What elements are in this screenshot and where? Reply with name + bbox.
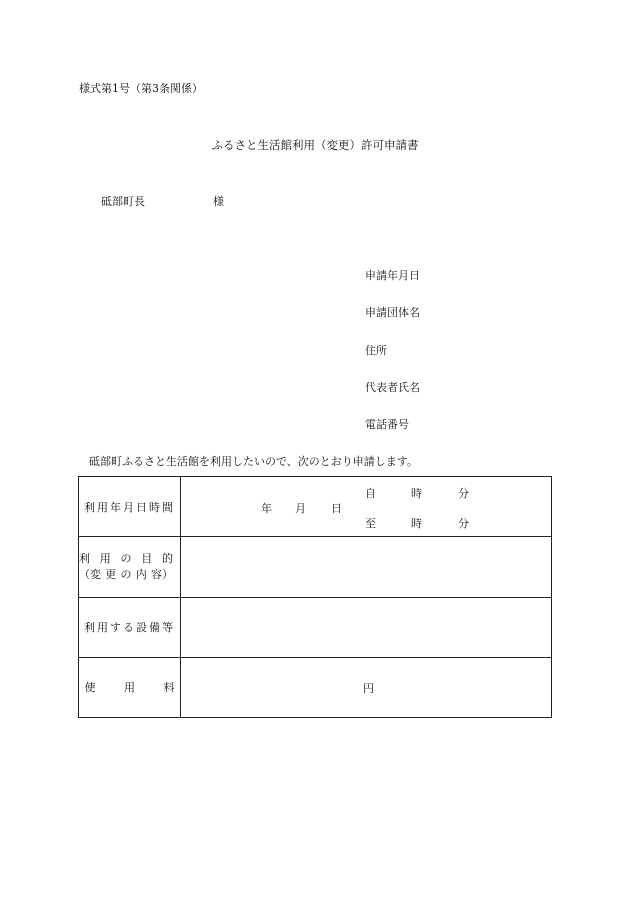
year-label: 年 bbox=[261, 502, 272, 515]
change-char: 内 bbox=[135, 567, 147, 581]
fee-label bbox=[85, 679, 175, 695]
addressee-name: 砥部町長 bbox=[101, 195, 145, 208]
from-minute-label: 分 bbox=[458, 487, 469, 500]
purpose-value-cell[interactable] bbox=[181, 537, 552, 597]
fee-row bbox=[79, 657, 552, 717]
document-title: ふるさと生活館利用（変更）許可申請書 bbox=[211, 138, 419, 152]
datetime-row bbox=[79, 477, 552, 537]
to-hour-label: 時 bbox=[411, 517, 422, 530]
change-char: 容） bbox=[151, 567, 173, 581]
to-minute-label: 分 bbox=[458, 517, 469, 530]
change-char: 更 bbox=[105, 567, 117, 581]
form-number: 様式第1号（第3条関係） bbox=[79, 82, 203, 95]
equipment-label: 利用する設備等 bbox=[84, 621, 175, 635]
day-label: 日 bbox=[331, 502, 342, 515]
purpose-label bbox=[79, 551, 173, 567]
purpose-char: 的 bbox=[162, 551, 173, 565]
datetime-label: 利用年月日時間 bbox=[84, 500, 175, 514]
equipment-value-cell[interactable] bbox=[181, 597, 552, 657]
to-label: 至 bbox=[365, 517, 376, 530]
address-label: 住所 bbox=[365, 344, 387, 357]
month-label: 月 bbox=[295, 502, 306, 515]
from-label: 自 bbox=[365, 487, 376, 500]
purpose-char: 用 bbox=[99, 551, 111, 565]
purpose-char: 目 bbox=[141, 551, 153, 565]
purpose-char: の bbox=[120, 551, 132, 565]
intro-text: 砥部町ふるさと生活館を利用したいので、次のとおり申請します。 bbox=[89, 455, 418, 468]
representative-name-label: 代表者氏名 bbox=[365, 381, 420, 394]
change-char: （変 bbox=[79, 567, 101, 581]
addressee bbox=[101, 193, 224, 209]
application-table bbox=[78, 476, 552, 718]
equipment-label-cell bbox=[79, 597, 181, 657]
yen-unit: 円 bbox=[363, 681, 374, 695]
fee-label-cell bbox=[79, 657, 181, 717]
change-details-label bbox=[79, 567, 173, 583]
application-date-label: 申請年月日 bbox=[365, 269, 420, 282]
purpose-row bbox=[79, 537, 552, 597]
fee-char: 料 bbox=[163, 681, 175, 695]
datetime-label-cell bbox=[79, 477, 181, 537]
from-hour-label: 時 bbox=[411, 487, 422, 500]
purpose-char: 利 bbox=[79, 551, 90, 565]
addressee-honorific: 様 bbox=[213, 195, 224, 208]
purpose-label-cell bbox=[79, 537, 181, 597]
change-char: の bbox=[120, 567, 132, 581]
fee-value-cell[interactable] bbox=[181, 657, 552, 717]
organization-name-label: 申請団体名 bbox=[365, 306, 420, 319]
phone-number-label: 電話番号 bbox=[365, 418, 409, 431]
fee-char: 使 bbox=[84, 681, 96, 695]
equipment-row bbox=[79, 597, 552, 657]
fee-char: 用 bbox=[124, 681, 135, 695]
datetime-value-cell[interactable] bbox=[181, 477, 552, 537]
